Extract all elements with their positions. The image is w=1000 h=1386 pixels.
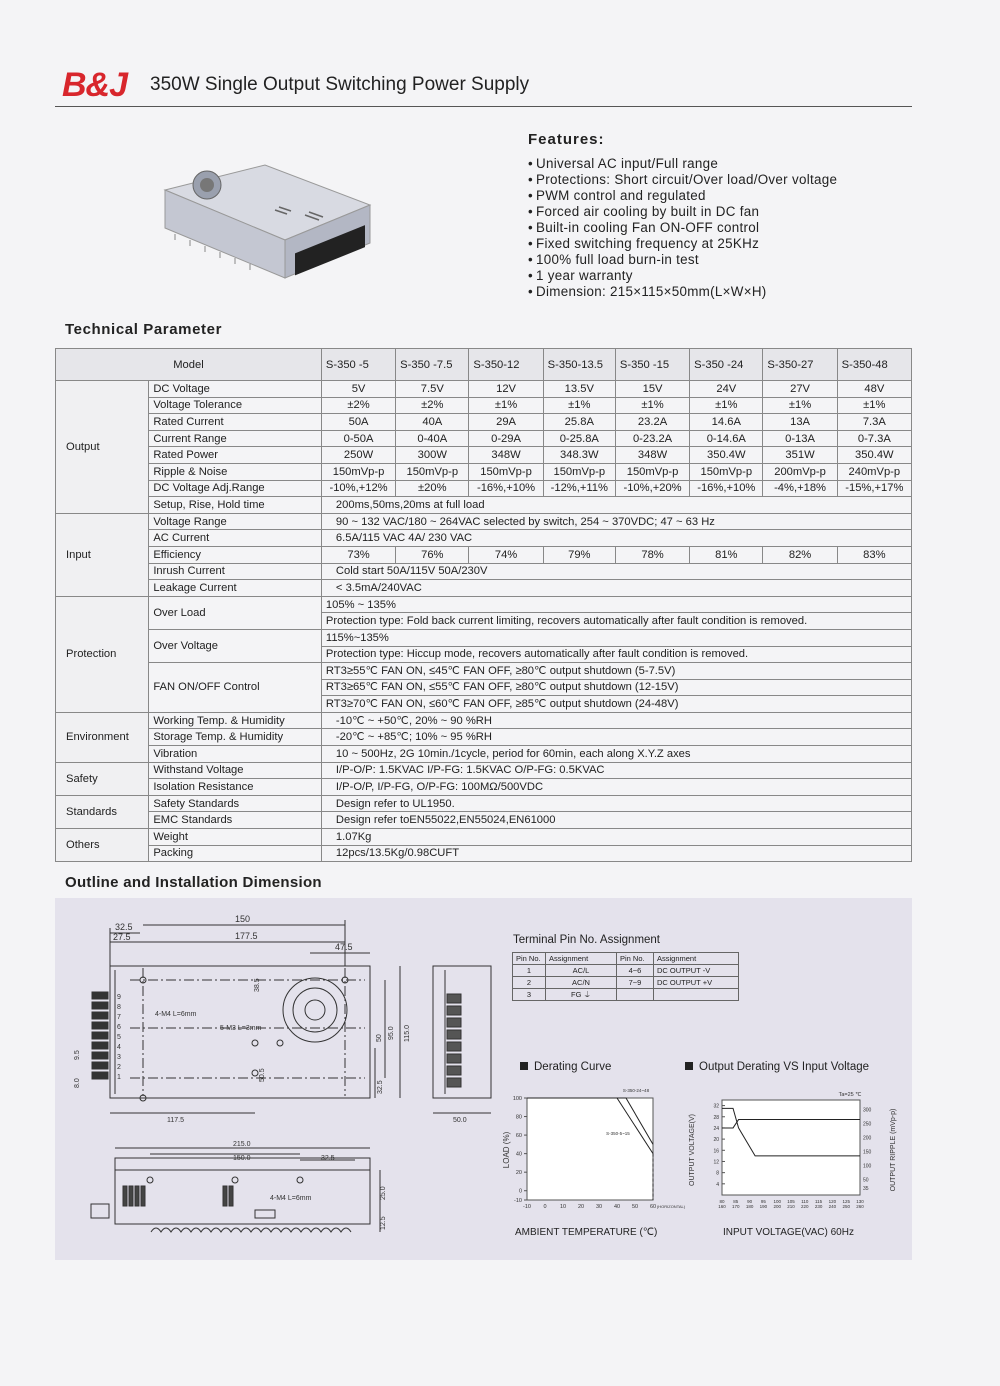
outline-drawing: [55, 898, 515, 1260]
param-value: -4%,+18%: [763, 480, 837, 497]
x-tick-label: 250: [842, 1204, 850, 1209]
param-value: 12pcs/13.5Kg/0.98CUFT: [321, 845, 911, 862]
param-value: 82%: [763, 546, 837, 563]
x-tick-label: 100: [773, 1199, 781, 1204]
y-tick-label: 8: [716, 1170, 719, 1177]
param-value: -10℃ ~ +50℃, 20% ~ 90 %RH: [321, 712, 911, 729]
x-tick-label: 220: [801, 1204, 809, 1209]
param-value: RT3≥65℃ FAN ON, ≤55℃ FAN OFF, ≥80℃ output shutdown (12-15V): [321, 679, 911, 696]
pin-cell: DC OUTPUT +V: [654, 977, 739, 989]
param-value: Design refer to UL1950.: [321, 795, 911, 812]
y2-tick-label: 200: [863, 1135, 872, 1142]
derating-x-label: AMBIENT TEMPERATURE (℃): [515, 1227, 658, 1238]
param-value: I/P-O/P, I/P-FG, O/P-FG: 100MΩ/500VDC: [321, 779, 911, 796]
pin-cell: 7~9: [617, 977, 654, 989]
table-row: [56, 513, 912, 530]
brand-logo: B&J: [62, 66, 128, 104]
y-tick-label: 28: [713, 1114, 719, 1121]
table-row: [56, 580, 912, 597]
dim-label: 50: [376, 1034, 383, 1042]
param-value: ±20%: [396, 480, 469, 497]
param-value: 29A: [469, 414, 543, 431]
hole-label: 4-M4 L=6mm: [155, 1011, 197, 1018]
dim-label: 50.0: [453, 1117, 467, 1124]
group-label: Standards: [56, 795, 149, 828]
terminal-number: 4: [117, 1044, 121, 1051]
x-tick-label: 180: [745, 1204, 754, 1209]
y-tick-label: 60: [515, 1133, 522, 1140]
model-name: S-350-13.5: [543, 349, 615, 381]
param-label: Setup, Rise, Hold time: [149, 497, 322, 514]
voltage-derating-title-text: Output Derating VS Input Voltage: [699, 1061, 870, 1073]
param-value: 0-13A: [763, 430, 837, 447]
param-value: ±1%: [837, 397, 911, 414]
feature-item: • PWM control and regulated: [528, 188, 837, 204]
voltage-derating-x-label: INPUT VOLTAGE(VAC) 60Hz: [723, 1227, 854, 1238]
x-tick-label: 130: [856, 1199, 864, 1204]
param-value: Protection type: Hiccup mode, recovers automatically after fault condition is removed.: [321, 646, 911, 663]
feature-item: • 100% full load burn-in test: [528, 252, 837, 268]
group-label: Output: [56, 381, 149, 514]
dim-label: 150.0: [233, 1155, 251, 1162]
param-label: Vibration: [149, 746, 322, 763]
dim-label: 38.5: [254, 978, 261, 992]
dim-label: 9.5: [74, 1050, 81, 1060]
terminal-number: 2: [117, 1064, 121, 1071]
table-row: [56, 414, 912, 431]
x-tick-label: 240: [828, 1204, 837, 1209]
param-value: I/P-O/P: 1.5KVAC I/P-FG: 1.5KVAC O/P-FG: 0.5KVAC: [321, 762, 911, 779]
param-value: ±1%: [615, 397, 689, 414]
param-value: 27V: [763, 381, 837, 398]
bullet-square-icon: [685, 1062, 693, 1070]
table-row: [56, 729, 912, 746]
param-value: ±1%: [543, 397, 615, 414]
param-value: -20℃ ~ +85℃; 10% ~ 95 %RH: [321, 729, 911, 746]
param-value: 81%: [690, 546, 763, 563]
param-value: 300W: [396, 447, 469, 464]
param-value: 12V: [469, 381, 543, 398]
x-tick-label: 105: [787, 1199, 795, 1204]
pin-cell: FG ⏚: [546, 989, 617, 1001]
dim-label: 117.5: [167, 1117, 184, 1124]
param-value: 150mVp-p: [321, 463, 395, 480]
param-value: 6.5A/115 VAC 4A/ 230 VAC: [321, 530, 911, 547]
param-label: EMC Standards: [149, 812, 322, 829]
table-row: [56, 829, 912, 846]
param-label: Working Temp. & Humidity: [149, 712, 322, 729]
param-label: Ripple & Noise: [149, 463, 322, 480]
y-tick-label: 20: [515, 1170, 522, 1177]
group-label: Protection: [56, 596, 149, 712]
param-value: ±2%: [396, 397, 469, 414]
y2-tick-label: 300: [863, 1107, 872, 1114]
x-tick-label: -10: [523, 1204, 531, 1210]
dim-label: 32.5: [115, 922, 133, 932]
pin-header: Pin No.: [617, 953, 654, 965]
y-tick-label: 40: [515, 1151, 522, 1158]
y-tick-label: 16: [713, 1148, 719, 1155]
x-tick-label: 40: [613, 1204, 621, 1210]
model-name: S-350-12: [469, 349, 543, 381]
terminal-number: 7: [117, 1014, 121, 1021]
x-tick-label: 200: [773, 1204, 781, 1209]
param-label: Rated Power: [149, 447, 322, 464]
param-value: 13A: [763, 414, 837, 431]
param-value: 115%~135%: [321, 629, 911, 646]
group-label: Input: [56, 513, 149, 596]
features-heading: Features:: [528, 131, 605, 148]
param-value: 0-50A: [321, 430, 395, 447]
page-title: 350W Single Output Switching Power Supply: [150, 74, 530, 95]
table-row: [56, 746, 912, 763]
model-header: Model: [56, 349, 322, 381]
model-name: S-350 -15: [615, 349, 689, 381]
bullet-square-icon: [520, 1062, 528, 1070]
param-value: Design refer toEN55022,EN55024,EN61000: [321, 812, 911, 829]
table-row: [56, 712, 912, 729]
voltage-derating-chart: [680, 1080, 910, 1225]
x-tick-label: 60: [649, 1204, 657, 1210]
dim-label: 32.5: [321, 1155, 335, 1162]
param-value: 83%: [837, 546, 911, 563]
param-value: 0-14.6A: [690, 430, 763, 447]
param-value: 240mVp-p: [837, 463, 911, 480]
group-label: Safety: [56, 762, 149, 795]
y-tick-label: 20: [713, 1137, 719, 1144]
table-row: [56, 596, 912, 613]
param-value: 0-29A: [469, 430, 543, 447]
dim-label: 25.0: [380, 1186, 387, 1200]
param-value: 7.3A: [837, 414, 911, 431]
param-value: 23.2A: [615, 414, 689, 431]
dim-label: 115.0: [404, 1025, 411, 1042]
param-value: 200ms,50ms,20ms at full load: [321, 497, 911, 514]
table-row: [56, 480, 912, 497]
param-label: Safety Standards: [149, 795, 322, 812]
pin-cell: AC/L: [546, 965, 617, 977]
table-row: [56, 812, 912, 829]
table-row: [56, 845, 912, 862]
param-value: 79%: [543, 546, 615, 563]
dim-label: 177.5: [235, 931, 258, 941]
dim-label: 12.5: [380, 1216, 387, 1230]
pin-assignment-heading: Terminal Pin No. Assignment: [513, 934, 661, 946]
pin-cell: 3: [513, 989, 546, 1001]
plot-area: [722, 1100, 860, 1195]
param-value: ±1%: [763, 397, 837, 414]
terminal-number: 1: [117, 1074, 121, 1081]
param-value: 24V: [690, 381, 763, 398]
terminal-number: 3: [117, 1054, 121, 1061]
dim-label: 50.5: [259, 1068, 266, 1082]
plot-area: [527, 1098, 653, 1200]
x-tick-label: 125: [842, 1199, 850, 1204]
derating-curve-title-text: Derating Curve: [534, 1061, 612, 1073]
param-value: 50A: [321, 414, 395, 431]
param-value: 1.07Kg: [321, 829, 911, 846]
y2-tick-label: 50: [863, 1177, 869, 1184]
x-tick-label: 50: [631, 1204, 639, 1210]
param-value: 348.3W: [543, 447, 615, 464]
x-tick-label: 10: [559, 1204, 567, 1210]
y2-tick-label: 150: [863, 1149, 872, 1156]
derating-curve-chart: [495, 1080, 695, 1225]
model-name: S-350 -5: [321, 349, 395, 381]
param-value: ±1%: [690, 397, 763, 414]
x-tick-label: (HORIZONTAL): [656, 1204, 686, 1209]
y-tick-label: 32: [713, 1103, 719, 1110]
pin-cell: 4~6: [617, 965, 654, 977]
param-label: DC Voltage Adj.Range: [149, 480, 322, 497]
spec-table: [55, 348, 912, 862]
pin-cell: 2: [513, 977, 546, 989]
product-image: [155, 160, 375, 280]
table-row: [56, 629, 912, 646]
y2-tick-label: 35: [863, 1186, 869, 1192]
feature-item: • Dimension: 215×115×50mm(L×W×H): [528, 284, 837, 300]
param-value: 150mVp-p: [615, 463, 689, 480]
param-value: -16%,+10%: [690, 480, 763, 497]
param-value: 150mVp-p: [543, 463, 615, 480]
x-tick-label: 20: [577, 1204, 585, 1210]
feature-item: • Built-in cooling Fan ON-OFF control: [528, 220, 837, 236]
table-row: [56, 349, 912, 381]
param-value: 150mVp-p: [469, 463, 543, 480]
param-value: 15V: [615, 381, 689, 398]
table-row: [56, 546, 912, 563]
title-divider: [55, 106, 912, 107]
param-label: Leakage Current: [149, 580, 322, 597]
param-label: Current Range: [149, 430, 322, 447]
param-value: 350.4W: [837, 447, 911, 464]
param-value: 10 ~ 500Hz, 2G 10min./1cycle, period for 60min, each along X.Y.Z axes: [321, 746, 911, 763]
table-row: [56, 397, 912, 414]
y-tick-label: 24: [713, 1125, 719, 1132]
x-tick-label: 120: [828, 1199, 837, 1204]
dim-label: 32.5: [377, 1080, 384, 1094]
param-value: 250W: [321, 447, 395, 464]
param-value: ±1%: [469, 397, 543, 414]
table-row: [56, 795, 912, 812]
param-value: 350.4W: [690, 447, 763, 464]
table-row: [56, 463, 912, 480]
pin-cell: AC/N: [546, 977, 617, 989]
param-value: -12%,+11%: [543, 480, 615, 497]
param-label: AC Current: [149, 530, 322, 547]
feature-item: • Universal AC input/Full range: [528, 156, 837, 172]
x-tick-label: 110: [801, 1199, 809, 1204]
param-value: 7.5V: [396, 381, 469, 398]
pin-header: Pin No.: [513, 953, 546, 965]
features-list: [528, 156, 837, 300]
x-tick-label: 80: [719, 1199, 725, 1204]
param-label: Isolation Resistance: [149, 779, 322, 796]
x-tick-label: 160: [718, 1204, 726, 1209]
param-value: 0-25.8A: [543, 430, 615, 447]
y-tick-label: 80: [515, 1114, 522, 1121]
x-tick-label: 170: [732, 1204, 740, 1209]
param-label: Withstand Voltage: [149, 762, 322, 779]
param-label: Over Load: [149, 596, 322, 629]
model-name: S-350-48: [837, 349, 911, 381]
y-tick-label: 4: [716, 1181, 719, 1188]
y-axis-label: OUTPUT VOLTAGE(V): [689, 1114, 696, 1186]
y2-tick-label: 100: [863, 1163, 872, 1170]
param-value: 90 ~ 132 VAC/180 ~ 264VAC selected by switch, 254 ~ 370VDC; 47 ~ 63 Hz: [321, 513, 911, 530]
param-value: 150mVp-p: [690, 463, 763, 480]
dim-label: 95.0: [388, 1026, 395, 1040]
x-tick-label: 90: [747, 1199, 753, 1204]
group-label: Environment: [56, 712, 149, 762]
param-label: Storage Temp. & Humidity: [149, 729, 322, 746]
technical-parameter-heading: Technical Parameter: [65, 321, 223, 338]
param-label: DC Voltage: [149, 381, 322, 398]
param-value: Protection type: Fold back current limiting, recovers automatically after fault condition is removed.: [321, 613, 911, 630]
param-value: 40A: [396, 414, 469, 431]
param-label: Inrush Current: [149, 563, 322, 580]
table-row: [56, 563, 912, 580]
x-tick-label: 210: [787, 1204, 795, 1209]
y-tick-label: -10: [514, 1198, 522, 1204]
param-value: 200mVp-p: [763, 463, 837, 480]
model-name: S-350 -7.5: [396, 349, 469, 381]
pin-header: Assignment: [654, 953, 739, 965]
hole-label: 5-M3 L=3mm: [220, 1025, 262, 1032]
pin-header: Assignment: [546, 953, 617, 965]
param-label: Packing: [149, 845, 322, 862]
table-row: [56, 447, 912, 464]
model-name: S-350-27: [763, 349, 837, 381]
model-name: S-350 -24: [690, 349, 763, 381]
x-tick-label: 260: [856, 1204, 864, 1209]
x-tick-label: 85: [733, 1199, 739, 1204]
param-value: 0-40A: [396, 430, 469, 447]
y2-tick-label: 250: [863, 1121, 872, 1128]
param-value: 5V: [321, 381, 395, 398]
param-label: Efficiency: [149, 546, 322, 563]
param-label: Voltage Tolerance: [149, 397, 322, 414]
param-label: FAN ON/OFF Control: [149, 663, 322, 713]
y-tick-label: 0: [518, 1188, 522, 1195]
terminal-number: 9: [117, 994, 121, 1001]
terminal-number: 6: [117, 1024, 121, 1031]
param-value: Cold start 50A/115V 50A/230V: [321, 563, 911, 580]
voltage-derating-title: [685, 1061, 869, 1073]
table-row: [56, 779, 912, 796]
table-row: [56, 663, 912, 680]
table-row: [56, 530, 912, 547]
param-value: RT3≥55℃ FAN ON, ≤45℃ FAN OFF, ≥80℃ output shutdown (5-7.5V): [321, 663, 911, 680]
param-value: -10%,+12%: [321, 480, 395, 497]
param-value: 14.6A: [690, 414, 763, 431]
feature-item: • Protections: Short circuit/Over load/Over voltage: [528, 172, 837, 188]
table-row: [56, 762, 912, 779]
param-value: 348W: [615, 447, 689, 464]
param-label: Over Voltage: [149, 629, 322, 662]
dim-label: 8.0: [74, 1078, 81, 1088]
table-row: [56, 430, 912, 447]
table-row: [56, 497, 912, 514]
dim-label: 27.5: [113, 932, 131, 942]
param-value: RT3≥70℃ FAN ON, ≤60℃ FAN OFF, ≥85℃ output shutdown (24-48V): [321, 696, 911, 713]
y2-axis-label: OUTPUT RIPPLE (mVp-p): [890, 1108, 897, 1192]
derating-curve-title: [520, 1061, 611, 1073]
y-axis-label: LOAD (%): [502, 1131, 511, 1169]
table-row: [56, 381, 912, 398]
terminal-number: 5: [117, 1034, 121, 1041]
param-value: 76%: [396, 546, 469, 563]
dim-label: 215.0: [233, 1141, 251, 1148]
param-value: ±2%: [321, 397, 395, 414]
feature-item: • Forced air cooling by built in DC fan: [528, 204, 837, 220]
pin-cell: 1: [513, 965, 546, 977]
param-value: -10%,+20%: [615, 480, 689, 497]
x-tick-label: 190: [759, 1204, 768, 1209]
x-tick-label: 115: [815, 1199, 823, 1204]
feature-item: • Fixed switching frequency at 25KHz: [528, 236, 837, 252]
chart-annotation: Ta=25 ℃: [838, 1092, 862, 1098]
dim-label: 47.5: [335, 942, 353, 952]
param-value: 73%: [321, 546, 395, 563]
param-value: 0-7.3A: [837, 430, 911, 447]
param-value: 78%: [615, 546, 689, 563]
param-value: 25.8A: [543, 414, 615, 431]
param-value: 351W: [763, 447, 837, 464]
param-value: 105% ~ 135%: [321, 596, 911, 613]
param-value: 150mVp-p: [396, 463, 469, 480]
feature-item: • 1 year warranty: [528, 268, 837, 284]
x-tick-label: 30: [595, 1204, 603, 1210]
x-tick-label: 0: [543, 1204, 547, 1210]
param-value: < 3.5mA/240VAC: [321, 580, 911, 597]
pin-cell: [617, 989, 654, 1001]
pin-assignment-table: [512, 952, 739, 1001]
terminal-number: 8: [117, 1004, 121, 1011]
param-value: 48V: [837, 381, 911, 398]
param-value: 74%: [469, 546, 543, 563]
param-value: 0-23.2A: [615, 430, 689, 447]
y-tick-label: 12: [713, 1159, 719, 1166]
param-label: Rated Current: [149, 414, 322, 431]
series-label: S-350-5~15: [606, 1131, 630, 1137]
param-label: Voltage Range: [149, 513, 322, 530]
group-label: Others: [56, 829, 149, 862]
x-tick-label: 230: [814, 1204, 823, 1209]
param-value: -16%,+10%: [469, 480, 543, 497]
param-value: 13.5V: [543, 381, 615, 398]
y-tick-label: 100: [512, 1096, 522, 1102]
hole-label: 4-M4 L=6mm: [270, 1195, 312, 1202]
x-tick-label: 95: [760, 1199, 766, 1204]
pin-cell: [654, 989, 739, 1001]
param-label: Weight: [149, 829, 322, 846]
param-value: 348W: [469, 447, 543, 464]
outline-heading: Outline and Installation Dimension: [65, 874, 322, 891]
param-value: -15%,+17%: [837, 480, 911, 497]
pin-cell: DC OUTPUT -V: [654, 965, 739, 977]
series-label: S-350-24~48: [622, 1088, 650, 1093]
dim-label: 150: [235, 914, 251, 924]
